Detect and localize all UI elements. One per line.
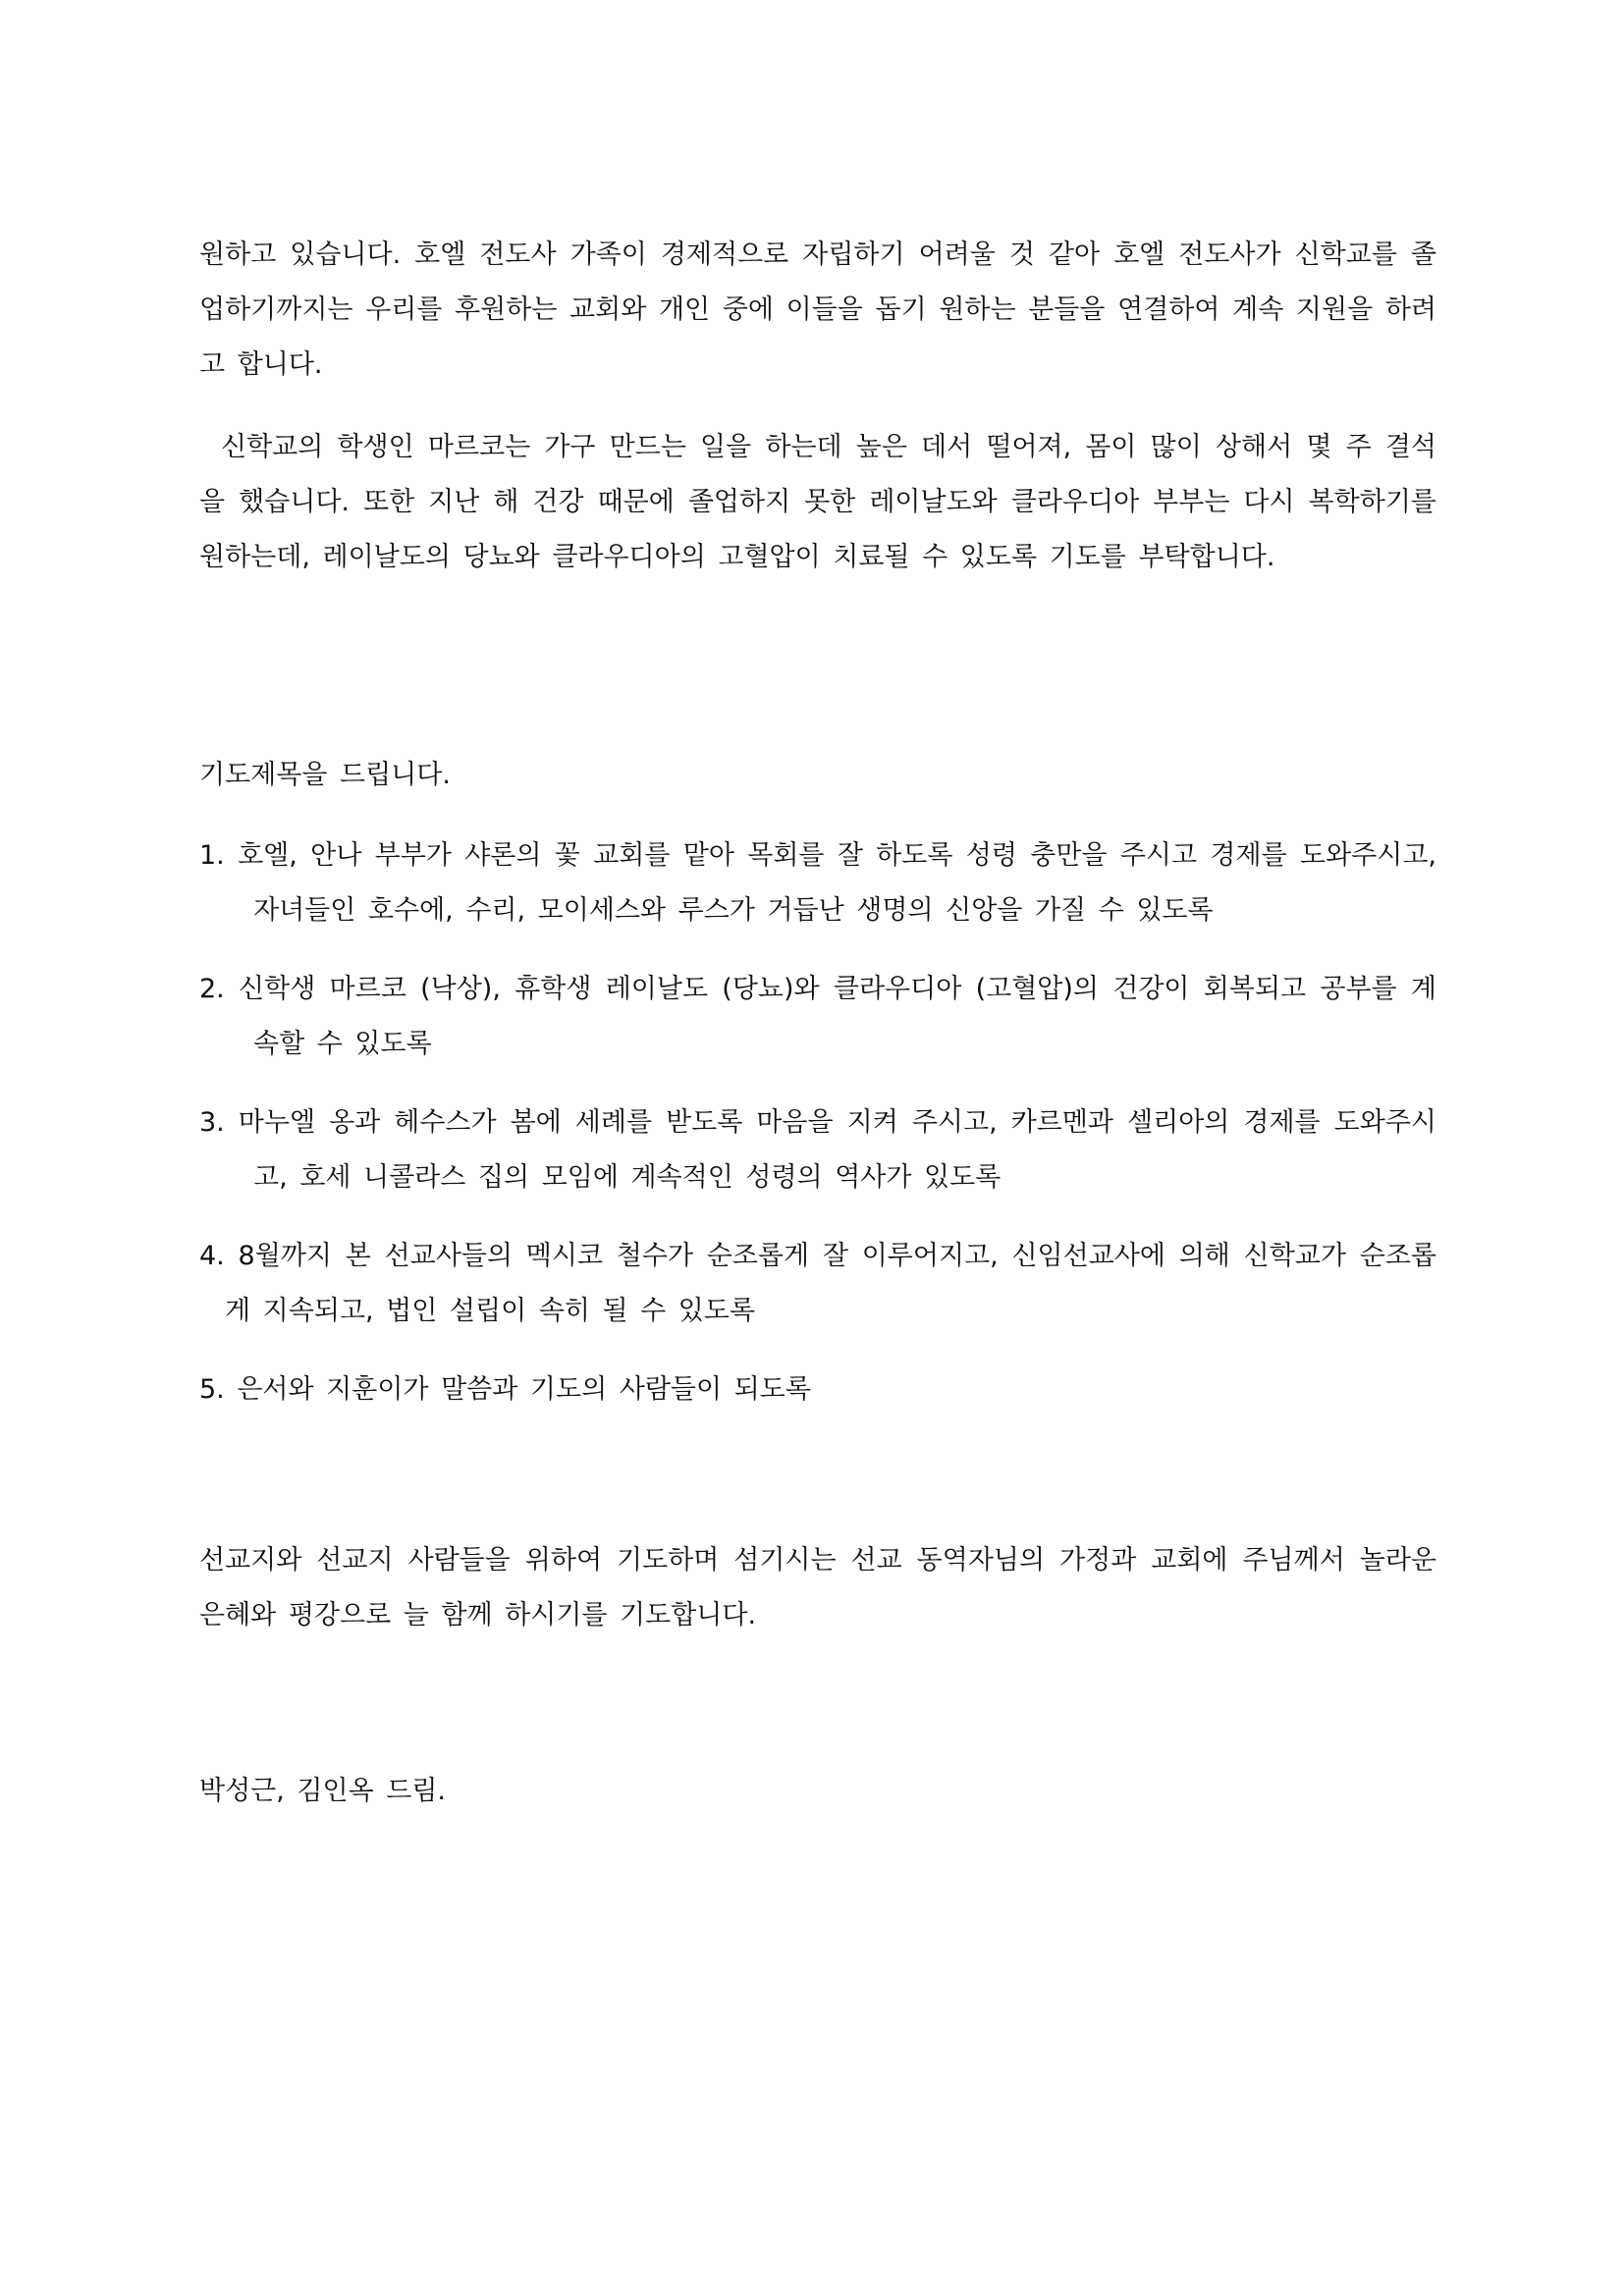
prayer-item-3: 3. 마누엘 옹과 헤수스가 봄에 세례를 받도록 마음을 지켜 주시고, 카르멘과 셀리아의 경제를 도와주시고, 호세 니콜라스 집의 모임에 계속적인 성령의 역사가 있도록 bbox=[199, 1107, 1436, 1193]
closing-paragraph: 선교지와 선교지 사람들을 위하여 기도하며 섬기시는 선교 동역자님의 가정과 교회에 주님께서 놀라운 은혜와 평강으로 늘 함께 하시기를 기도합니다. bbox=[199, 1545, 1436, 1630]
prayer-item-1: 1. 호엘, 안나 부부가 샤론의 꽃 교회를 맡아 목회를 잘 하도록 성령 충만을 주시고 경제를 도와주시고, 자녀들인 호수에, 수리, 모이세스와 루스가 거듭난 생명의 신앙을 가질 수 있도록 bbox=[199, 840, 1436, 926]
paragraph-support: 원하고 있습니다. 호엘 전도사 가족이 경제적으로 자립하기 어려울 것 같아 호엘 전도사가 신학교를 졸업하기까지는 우리를 후원하는 교회와 개인 중에 이들을 돕기 원하는 분들을 연결하여 계속 지원을 하려고 합니다. bbox=[199, 240, 1436, 380]
prayer-item-4: 4. 8월까지 본 선교사들의 멕시코 철수가 순조롭게 잘 이루어지고, 신임선교사에 의해 신학교가 순조롭게 지속되고, 법인 설립이 속히 될 수 있도록 bbox=[199, 1241, 1436, 1326]
signature: 박성근, 김인옥 드림. bbox=[199, 1776, 446, 1806]
paragraph-seminary-students: 신학교의 학생인 마르코는 가구 만드는 일을 하는데 높은 데서 떨어져, 몸이 많이 상해서 몇 주 결석을 했습니다. 또한 지난 해 건강 때문에 졸업하지 못한 레이날도와 클라우디아 부부는 다시 복학하기를 원하는데, 레이날도의 당뇨와 클라우디아의 고혈압이 치료될 수 있도록 기도를 부탁합니다. bbox=[199, 432, 1436, 572]
prayer-list bbox=[199, 828, 1436, 1441]
prayer-item-2: 2. 신학생 마르코 (낙상), 휴학생 레이날도 (당뇨)와 클라우디아 (고혈압)의 건강이 회복되고 공부를 계속할 수 있도록 bbox=[199, 974, 1436, 1059]
prayer-item-5: 5. 은서와 지훈이가 말씀과 기도의 사람들이 되도록 bbox=[199, 1374, 811, 1405]
prayer-heading: 기도제목을 드립니다. bbox=[199, 760, 451, 790]
